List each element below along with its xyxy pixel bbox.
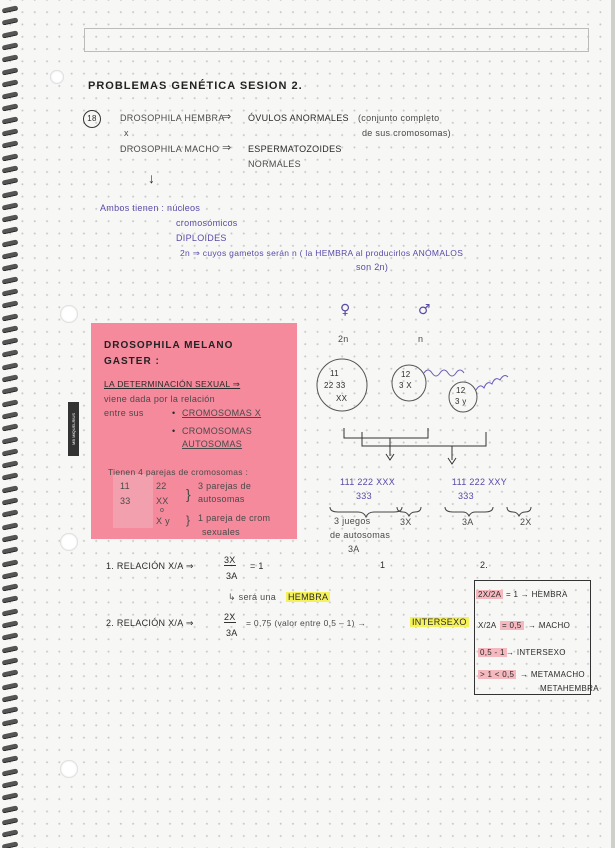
spiral-ring xyxy=(0,31,30,38)
female-symbol-icon: ♀ xyxy=(340,302,351,318)
pair-row2-b: XX xyxy=(156,496,169,506)
criteria-row2-frac: X/2A xyxy=(478,621,497,630)
sidebox-line-3: entre sus xyxy=(104,408,144,418)
spiral-wire xyxy=(2,670,19,678)
spiral-ring xyxy=(0,412,30,419)
spiral-ring xyxy=(0,301,30,308)
male-symbol-icon: ♂ xyxy=(418,302,431,318)
spiral-wire xyxy=(2,18,19,26)
brace-3 xyxy=(445,507,493,516)
spiral-ring xyxy=(0,806,30,813)
spiral-ring xyxy=(0,141,30,148)
spiral-ring xyxy=(0,621,30,628)
sidebox-pairs: Tienen 4 parejas de cromosomas : xyxy=(108,467,249,477)
ratio1-numerator: 3X xyxy=(224,555,236,565)
spiral-wire xyxy=(2,202,19,210)
spiral-ring xyxy=(0,104,30,111)
spiral-wire xyxy=(2,756,19,764)
both-text-3: DIPLOIDES xyxy=(176,233,227,243)
spiral-wire xyxy=(2,165,19,173)
spiral-wire xyxy=(2,817,19,825)
sperm-cell-line-2: 3 y xyxy=(455,397,467,406)
female-line: DROSOPHILA HEMBRA xyxy=(120,113,225,123)
zygote1-line-a: 111 222 XXX xyxy=(340,477,396,487)
sidebox-bullet-1: CROMOSOMAS X xyxy=(182,408,262,418)
sidebox-bullet-2a: CROMOSOMAS xyxy=(182,426,253,436)
spiral-ring xyxy=(0,375,30,382)
zygote1-line-b: 333 xyxy=(356,491,372,501)
spiral-wire xyxy=(2,793,19,801)
zygote2-line-a: 111 222 XXY xyxy=(452,477,508,487)
spiral-wire xyxy=(2,374,19,382)
spiral-wire xyxy=(2,608,19,616)
spiral-wire xyxy=(2,510,19,518)
ratio1-result-prefix: ↳ será una xyxy=(228,592,277,602)
spiral-ring xyxy=(0,18,30,25)
spiral-ring xyxy=(0,264,30,271)
spiral-ring xyxy=(0,510,30,517)
spiral-ring xyxy=(0,449,30,456)
spiral-wire xyxy=(2,362,19,370)
brace-icon: } xyxy=(186,513,191,527)
spiral-wire xyxy=(2,91,19,99)
male-result-2: NORMALES xyxy=(248,159,301,169)
male-result-1: ESPERMATOZOIDES xyxy=(248,144,342,154)
spiral-wire xyxy=(2,596,19,604)
spiral-ring xyxy=(0,203,30,210)
criteria-row4-val: > 1 < 0,5 xyxy=(480,670,515,679)
spiral-wire xyxy=(2,657,19,665)
spiral-ring xyxy=(0,683,30,690)
ratio2-result: INTERSEXO xyxy=(412,617,467,627)
spiral-ring xyxy=(0,350,30,357)
bullet-icon: • xyxy=(172,408,176,418)
punch-hole xyxy=(60,533,78,551)
spiral-ring xyxy=(0,314,30,321)
criteria-row1-frac: 2X/2A xyxy=(478,590,502,599)
spiral-ring xyxy=(0,732,30,739)
criteria-row4-res: → METAMACHO xyxy=(520,670,585,679)
spiral-ring xyxy=(0,707,30,714)
spiral-ring xyxy=(0,473,30,480)
spiral-wire xyxy=(2,276,19,284)
spiral-wire xyxy=(2,485,19,493)
spiral-wire xyxy=(2,30,19,38)
brace-label-2: 3X xyxy=(400,517,412,527)
brace-label-3: 3A xyxy=(462,517,474,527)
sidebox-bullet-2b: AUTOSOMAS xyxy=(182,439,243,449)
spiral-wire xyxy=(2,325,19,333)
spiral-ring xyxy=(0,277,30,284)
spiral-ring xyxy=(0,363,30,370)
brace-label-1: 3 juegos xyxy=(334,516,371,526)
spiral-ring xyxy=(0,719,30,726)
egg-tail xyxy=(424,370,464,376)
spiral-wire xyxy=(2,67,19,75)
sidebox-title-1: DROSOPHILA MELANO xyxy=(104,340,234,351)
criteria-row2-res: → MACHO xyxy=(528,621,571,630)
pair-row3-or: o xyxy=(160,507,165,514)
criteria-row1: = 1 → HEMBRA xyxy=(506,590,568,599)
spiral-wire xyxy=(2,645,19,653)
spiral-wire xyxy=(2,313,19,321)
spiral-ring xyxy=(0,547,30,554)
spiral-ring xyxy=(0,154,30,161)
ratio1-equals: = 1 xyxy=(250,561,264,571)
spiral-wire xyxy=(2,633,19,641)
spiral-wire xyxy=(2,128,19,136)
female-cell-line-2: 22 33 xyxy=(324,381,346,390)
spiral-ring xyxy=(0,609,30,616)
spiral-wire xyxy=(2,534,19,542)
spiral-wire xyxy=(2,768,19,776)
female-note-1: (conjunto completo xyxy=(358,113,440,123)
spiral-ring xyxy=(0,535,30,542)
spiral-wire xyxy=(2,337,19,345)
brace-label-1c: 3A xyxy=(348,544,360,554)
spiral-wire xyxy=(2,141,19,149)
spiral-wire xyxy=(2,743,19,751)
punch-hole xyxy=(50,70,64,84)
spiral-wire xyxy=(2,214,19,222)
spiral-wire xyxy=(2,264,19,272)
spiral-wire xyxy=(2,178,19,186)
sperm-cell-line-1: 12 xyxy=(456,386,466,395)
spiral-wire xyxy=(2,694,19,702)
female-ploidy: 2n xyxy=(338,334,349,344)
spiral-ring xyxy=(0,584,30,591)
pair-desc-4: sexuales xyxy=(202,527,240,537)
sidebox-line-1: LA DETERMINACIÓN SEXUAL ⇒ xyxy=(104,379,241,389)
cross-line-2 xyxy=(362,432,486,460)
spiral-wire xyxy=(2,227,19,235)
spiral-ring xyxy=(0,117,30,124)
spiral-ring xyxy=(0,80,30,87)
pair-desc-3: 1 pareja de crom xyxy=(198,513,271,523)
spiral-ring xyxy=(0,498,30,505)
spiral-wire xyxy=(2,682,19,690)
spiral-ring xyxy=(0,6,30,13)
spiral-ring xyxy=(0,830,30,837)
both-text-4: 2n ⇒ cuyos gametos serán n ( la HEMBRA al producirlos ANÓMALOS xyxy=(180,248,464,258)
spiral-ring xyxy=(0,55,30,62)
spiral-wire xyxy=(2,251,19,259)
female-note-2: de sus cromosomas) xyxy=(362,128,451,138)
ratio2-label: 2. RELACIÓN X/A ⇒ xyxy=(106,618,194,628)
spiral-wire xyxy=(2,448,19,456)
arrow-right-icon: ⇒ xyxy=(222,142,232,154)
sperm-tail xyxy=(476,376,508,390)
female-result: ÓVULOS ANORMALES xyxy=(248,113,349,123)
arrow-down-icon: ↓ xyxy=(148,170,156,186)
spiral-ring xyxy=(0,92,30,99)
spiral-wire xyxy=(2,571,19,579)
spiral-ring xyxy=(0,646,30,653)
criteria-row2-val: = 0,5 xyxy=(502,621,522,630)
spiral-wire xyxy=(2,559,19,567)
spiral-ring xyxy=(0,43,30,50)
page-title: PROBLEMAS GENÉTICA SESION 2. xyxy=(88,80,303,92)
gamete-diagram xyxy=(300,340,540,480)
spiral-ring xyxy=(0,818,30,825)
spiral-wire xyxy=(2,620,19,628)
spiral-wire xyxy=(2,424,19,432)
brace-label-1b: de autosomas xyxy=(330,530,391,540)
spiral-ring xyxy=(0,387,30,394)
spiral-ring xyxy=(0,670,30,677)
spiral-ring xyxy=(0,191,30,198)
spiral-wire xyxy=(2,522,19,530)
cross-line-1 xyxy=(344,428,428,456)
both-text-5: son 2n) xyxy=(356,262,389,272)
brace-4 xyxy=(507,507,531,516)
zygote2-line-b: 333 xyxy=(458,491,474,501)
spiral-wire xyxy=(2,5,19,13)
spiral-wire xyxy=(2,55,19,63)
pair-row1-a: 11 xyxy=(120,481,130,491)
spiral-ring xyxy=(0,793,30,800)
both-text-1: Ambos tienen : núcleos xyxy=(100,203,201,213)
spiral-ring xyxy=(0,769,30,776)
spiral-ring xyxy=(0,424,30,431)
spiral-ring xyxy=(0,178,30,185)
sidebox-title-2: GASTER : xyxy=(104,356,160,367)
cross-mark: x xyxy=(124,128,129,138)
pair-row2-a: 33 xyxy=(120,496,131,506)
brace-2 xyxy=(397,507,421,516)
spiral-wire xyxy=(2,829,19,837)
spiral-wire xyxy=(2,104,19,112)
spiral-wire xyxy=(2,153,19,161)
spiral-ring xyxy=(0,633,30,640)
spiral-ring xyxy=(0,400,30,407)
spiral-wire xyxy=(2,719,19,727)
spiral-wire xyxy=(2,497,19,505)
sidebox-line-2: viene dada por la relación xyxy=(104,394,215,404)
criteria-row3-val: 0,5 - 1 xyxy=(480,648,505,657)
both-text-2: cromosómicos xyxy=(176,218,238,228)
spiral-ring xyxy=(0,486,30,493)
spiral-ring xyxy=(0,596,30,603)
arrow-right-icon: ⇒ xyxy=(222,111,232,123)
spiral-wire xyxy=(2,301,19,309)
spiral-wire xyxy=(2,780,19,788)
spiral-ring xyxy=(0,68,30,75)
ratio2-denominator: 3A xyxy=(226,628,238,638)
spiral-wire xyxy=(2,79,19,87)
ratio1-marker: 1 xyxy=(380,560,386,570)
spiral-ring xyxy=(0,781,30,788)
ratio2-numerator: 2X xyxy=(224,612,236,622)
pairs-highlight xyxy=(113,474,153,528)
spiral-wire xyxy=(2,547,19,555)
pair-row1-b: 22 xyxy=(156,481,167,491)
spiral-wire xyxy=(2,399,19,407)
pair-desc-2: autosomas xyxy=(198,494,245,504)
spiral-ring xyxy=(0,215,30,222)
male-line: DROSOPHILA MACHO xyxy=(120,144,220,154)
spiral-ring xyxy=(0,756,30,763)
spiral-wire xyxy=(2,288,19,296)
spiral-ring xyxy=(0,744,30,751)
female-cell-line-3: XX xyxy=(336,394,348,403)
page-edge xyxy=(611,0,615,848)
male-ploidy: n xyxy=(418,334,424,344)
ratio1-denominator: 3A xyxy=(226,571,238,581)
egg-cell-line-1: 12 xyxy=(401,370,411,379)
criteria-row4-res2: METAHEMBRA xyxy=(540,684,599,693)
header-box xyxy=(84,28,589,52)
spiral-ring xyxy=(0,326,30,333)
pair-desc-1: 3 parejas de xyxy=(198,481,252,491)
spiral-ring xyxy=(0,572,30,579)
spiral-ring xyxy=(0,289,30,296)
female-cell-line-1: 11 xyxy=(330,369,339,378)
spiral-ring xyxy=(0,437,30,444)
criteria-row3-res: → INTERSEXO xyxy=(506,648,566,657)
spiral-ring xyxy=(0,842,30,848)
ratio1-label: 1. RELACIÓN X/A ⇒ xyxy=(106,561,194,571)
spiral-wire xyxy=(2,350,19,358)
spiral-wire xyxy=(2,706,19,714)
brace-icon: } xyxy=(186,486,191,502)
ratio2-marker: 2. xyxy=(480,560,489,570)
spiral-ring xyxy=(0,129,30,136)
egg-cell-line-2: 3 X xyxy=(399,381,412,390)
spiral-wire xyxy=(2,239,19,247)
spiral-ring xyxy=(0,695,30,702)
punch-hole xyxy=(60,760,78,778)
spiral-wire xyxy=(2,583,19,591)
spiral-ring xyxy=(0,166,30,173)
pair-row3-b: X y xyxy=(156,516,170,526)
arrow-heads xyxy=(386,454,456,464)
problem-number: 18 xyxy=(83,110,101,128)
spiral-wire xyxy=(2,731,19,739)
ratio2-equals: = 0,75 (valor entre 0,5 – 1) → xyxy=(246,618,367,628)
bullet-icon: • xyxy=(172,426,176,436)
spiral-ring xyxy=(0,523,30,530)
brace-label-4: 2X xyxy=(520,517,532,527)
spiral-ring xyxy=(0,560,30,567)
spiral-wire xyxy=(2,460,19,468)
spiral-ring xyxy=(0,252,30,259)
spiral-wire xyxy=(2,436,19,444)
punch-hole xyxy=(60,305,78,323)
spiral-wire xyxy=(2,473,19,481)
spiral-ring xyxy=(0,240,30,247)
spiral-wire xyxy=(2,190,19,198)
spiral-ring xyxy=(0,658,30,665)
spiral-wire xyxy=(2,805,19,813)
spiral-wire xyxy=(2,387,19,395)
spiral-wire xyxy=(2,842,19,848)
spiral-wire xyxy=(2,42,19,50)
spiral-ring xyxy=(0,461,30,468)
spiral-wire xyxy=(2,116,19,124)
spiral-ring xyxy=(0,227,30,234)
notebook-brand-label: MB MIQUELRIUS xyxy=(68,402,79,456)
spiral-wire xyxy=(2,411,19,419)
spiral-ring xyxy=(0,338,30,345)
ratio1-result: HEMBRA xyxy=(288,592,329,602)
